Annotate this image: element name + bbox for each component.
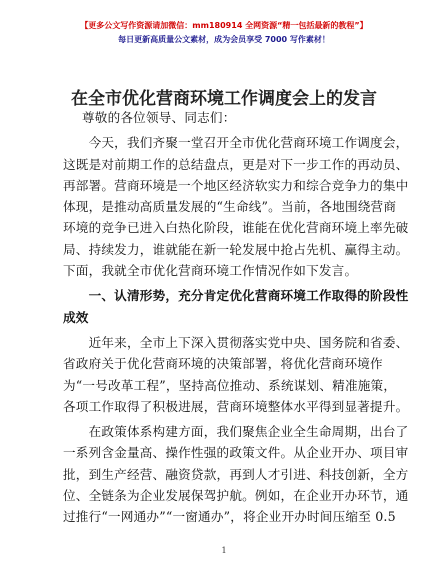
text-line: 各项工作取得了积极进展，营商环境整体水平得到显著提升。 — [63, 398, 409, 414]
text-line: 省政府关于优化营商环境的决策部署，将优化营商环境作 — [63, 356, 383, 372]
promo-banner-line-1: 【更多公文写作资源请加微信：mm180914 全网资源“精一包括最新的教程”】 — [80, 21, 368, 30]
text-line: 在政策体系构建方面，我们聚焦企业全生命周期，出台了 — [63, 424, 409, 440]
text-line: 位、全链条为企业发展保驾护航。例如，在企业开办环节，通 — [63, 488, 409, 504]
promo-banner-line-2: 每日更新高质量公文素材，成为会员享受 7000 写作素材！ — [118, 35, 330, 44]
document-title: 在全市优化营商环境工作调度会上的发言 — [71, 89, 377, 109]
heading-line: 成效 — [63, 309, 89, 325]
promo-banner — [0, 20, 448, 46]
text-line: 近年来，全市上下深入贯彻落实党中央、国务院和省委、 — [63, 334, 409, 350]
text-line: 批，到生产经营、融资贷款，再到人才引进、科技创新，全方 — [63, 466, 409, 482]
text-line: 体现，是推动高质量发展的“生命线”。当前，各地围绕营商 — [63, 199, 397, 215]
text-line: 为“一号改革工程”，坚持高位推动、系统谋划、精准施策， — [63, 377, 397, 393]
paragraph-achievements — [63, 332, 409, 417]
page-number: 1 — [221, 546, 227, 555]
section-heading-1 — [63, 285, 409, 328]
text-line: 下面，我就全市优化营商环境工作情况作如下发言。 — [63, 263, 358, 279]
salutation: 尊敬的各位领导、同志们： — [82, 110, 236, 125]
paragraph-intro — [63, 132, 409, 281]
text-line: 环境的竞争已进入白热化阶段，谁能在优化营商环境上率先破 — [63, 220, 409, 236]
text-line: 今天，我们齐聚一堂召开全市优化营商环境工作调度会， — [63, 135, 409, 151]
text-line: 这既是对前期工作的总结盘点，更是对下一步工作的再动员、 — [63, 156, 409, 172]
text-line: 一系列含金量高、操作性强的政策文件。从企业开办、项目审 — [63, 445, 409, 461]
text-line: 再部署。营商环境是一个地区经济软实力和综合竞争力的集中 — [63, 177, 409, 193]
text-line: 局、持续发力，谁就能在新一轮发展中抢占先机、赢得主动。 — [63, 241, 409, 257]
text-line: 过推行“一网通办”“一窗通办”，将企业开办时间压缩至 0.5 — [63, 509, 396, 525]
heading-line: 一、认清形势，充分肯定优化营商环境工作取得的阶段性 — [63, 288, 409, 304]
document-body — [63, 107, 409, 528]
paragraph-policy — [63, 421, 409, 527]
